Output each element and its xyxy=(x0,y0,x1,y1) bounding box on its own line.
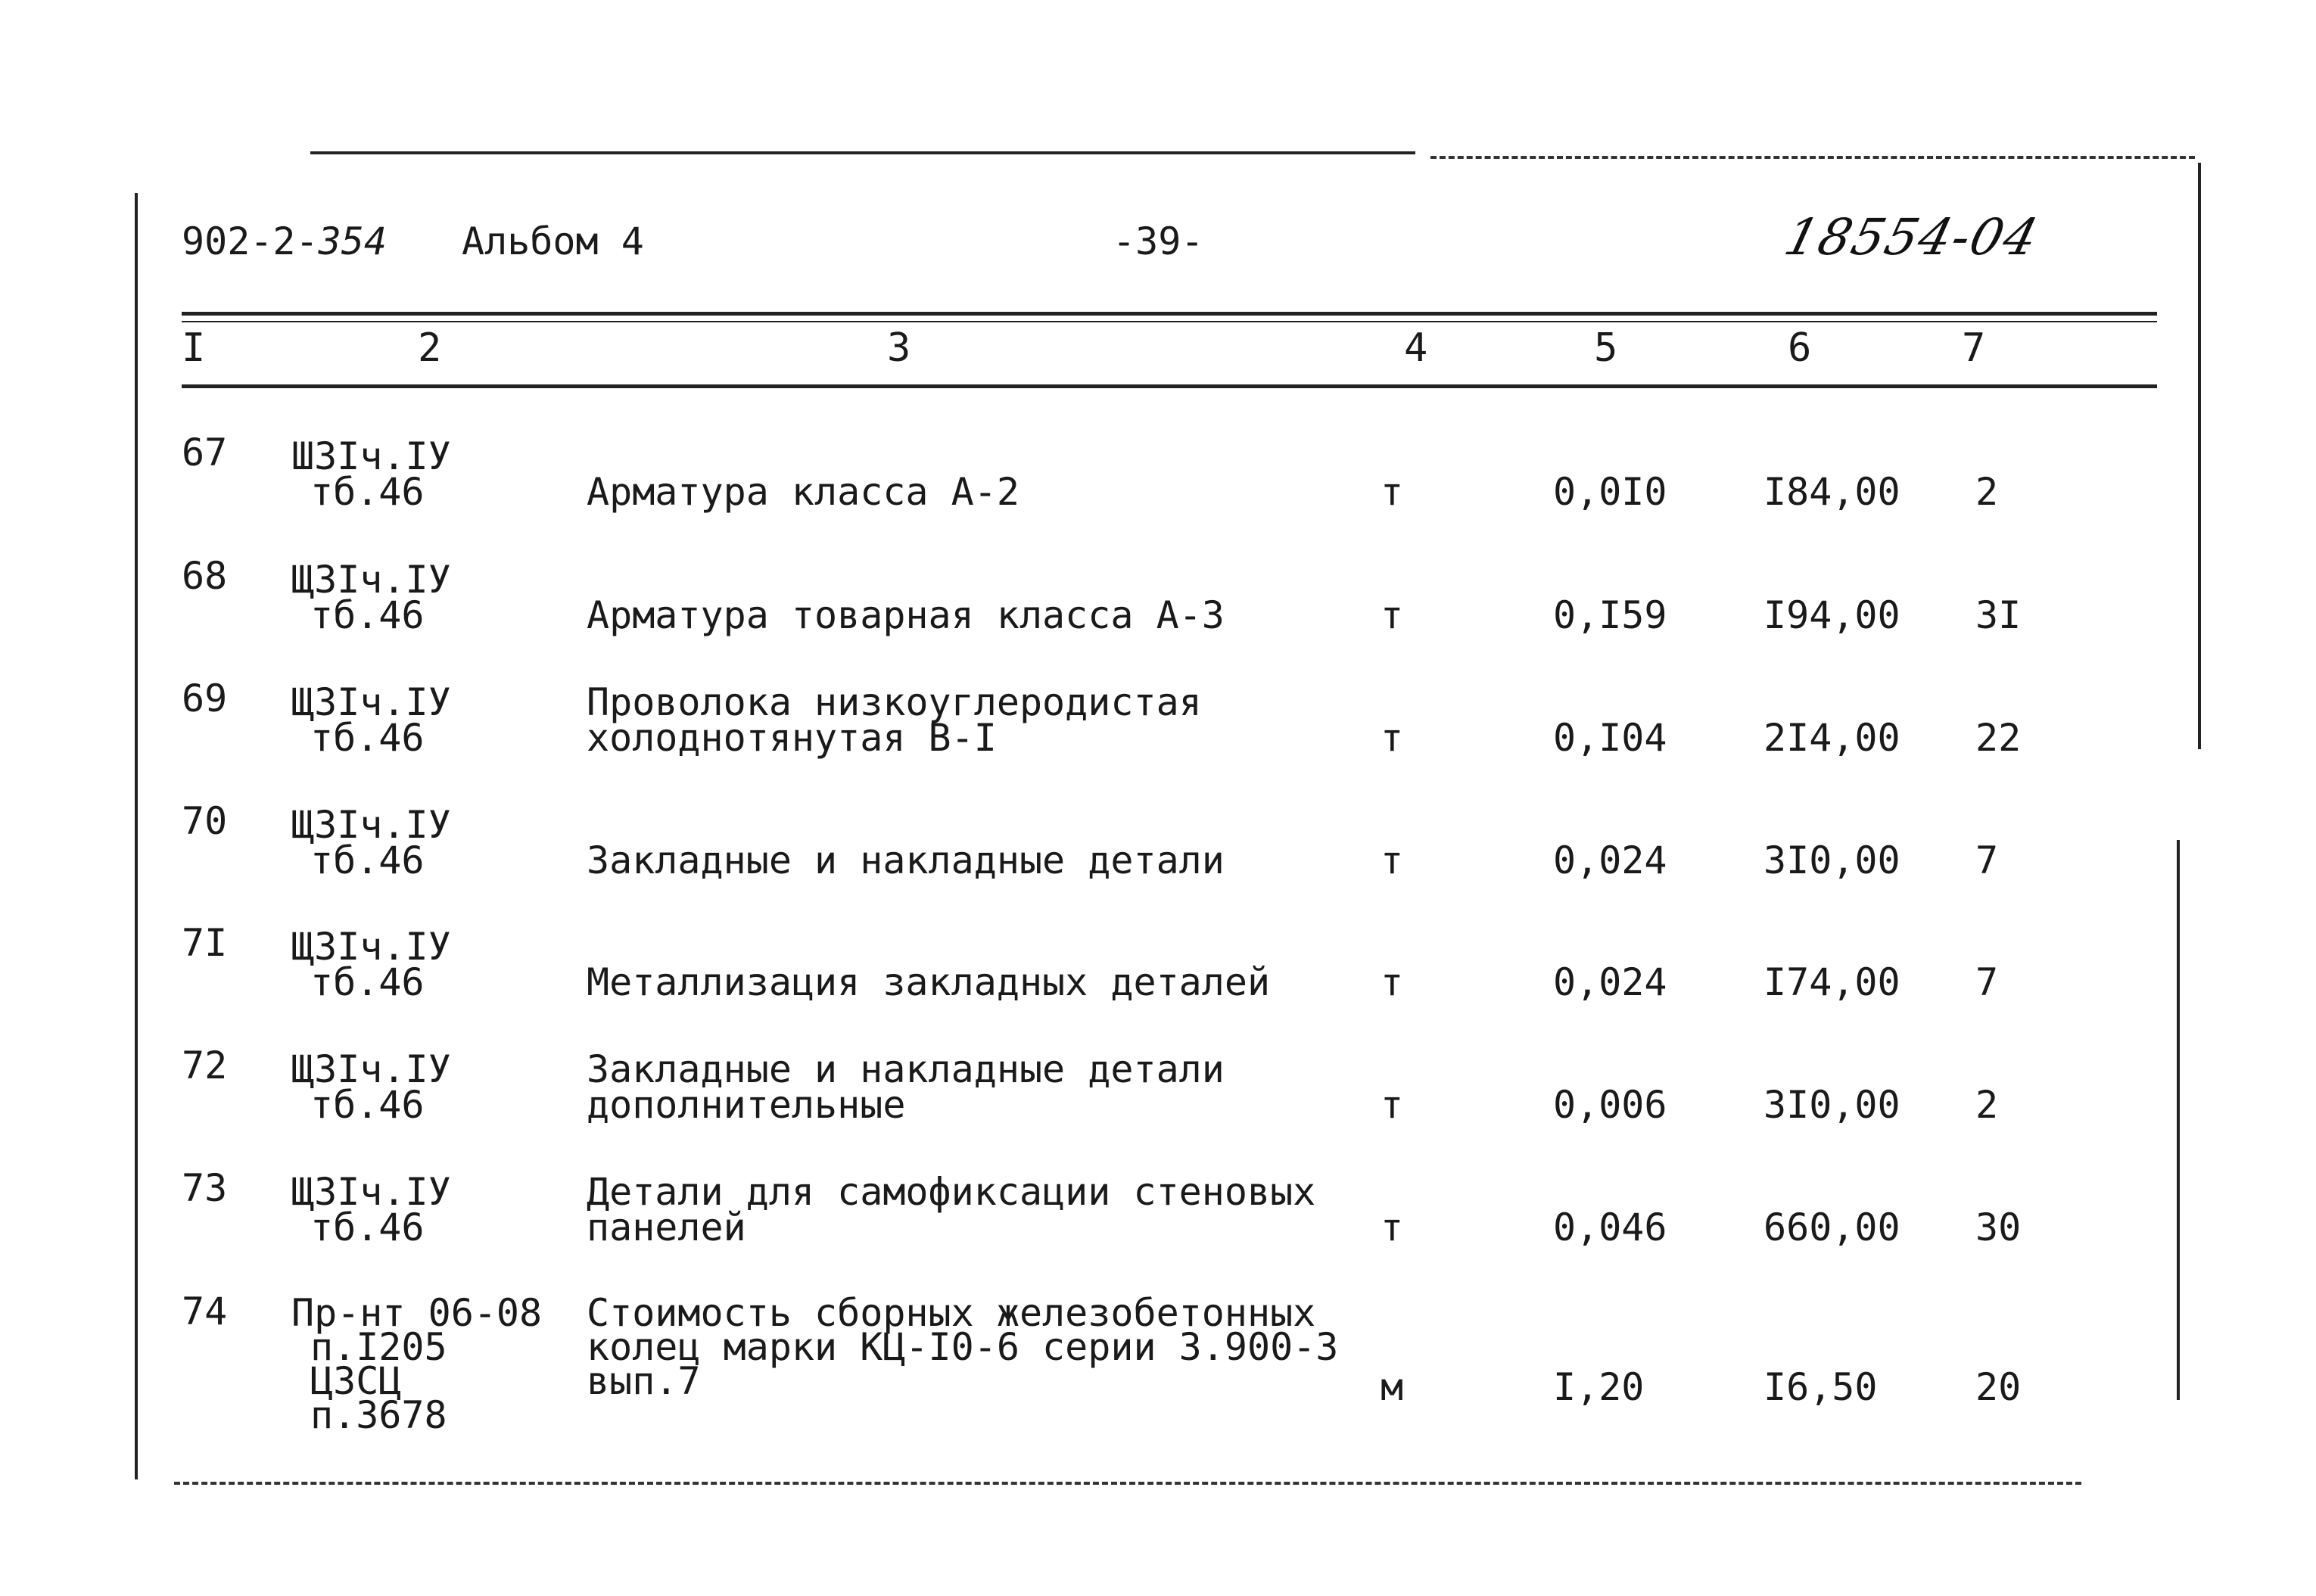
description-line: дополнительные xyxy=(587,1083,906,1127)
reference-line: тб.46 xyxy=(310,593,425,637)
quantity: 0,I04 xyxy=(1553,716,1667,760)
description-line: Арматура класса А-2 xyxy=(587,470,1019,514)
column-heading-2: 2 xyxy=(418,325,442,371)
column-heading-5: 5 xyxy=(1594,325,1618,371)
album-label: Альбом 4 xyxy=(462,219,644,263)
quantity: I,20 xyxy=(1553,1365,1645,1409)
unit: т xyxy=(1381,838,1404,882)
right-border-lower xyxy=(2177,840,2180,1400)
reference-line: ШЗIч.IУ xyxy=(291,434,451,478)
reference-line: п.I205 xyxy=(310,1325,447,1369)
description-line: Проволока низкоуглеродистая xyxy=(587,680,1202,724)
reference-line: тб.46 xyxy=(310,1083,425,1127)
unit: т xyxy=(1381,960,1404,1004)
row-number: 72 xyxy=(182,1044,228,1087)
total-cost: 3I xyxy=(1975,593,2022,637)
column-heading-1: I xyxy=(182,325,206,371)
description-line: Детали для самофиксации стеновых xyxy=(587,1170,1316,1214)
reference-line: Пр-нт 06-08 xyxy=(291,1291,543,1335)
reference-line: ЩЗIч.IУ xyxy=(291,1170,451,1214)
inventory-number: 18554-04 xyxy=(1779,208,2045,266)
unit-price: I84,00 xyxy=(1763,470,1900,514)
description-line: Металлизация закладных деталей xyxy=(587,960,1271,1004)
top-rule-dashed xyxy=(1430,156,2195,159)
reference-line: ЩЗIч.IУ xyxy=(291,1047,451,1091)
row-number: 74 xyxy=(182,1290,228,1333)
unit-price: I6,50 xyxy=(1763,1365,1878,1409)
quantity: 0,006 xyxy=(1553,1083,1667,1127)
description-line: холоднотянутая В-I xyxy=(587,716,997,760)
quantity: 0,I59 xyxy=(1553,593,1667,637)
description-line: Закладные и накладные детали xyxy=(587,1047,1225,1091)
reference-line: п.3678 xyxy=(310,1393,447,1437)
top-rule xyxy=(310,151,1415,154)
unit-price: 2I4,00 xyxy=(1763,716,1900,760)
header-rule-bottom xyxy=(182,384,2157,388)
total-cost: 30 xyxy=(1975,1206,2022,1249)
column-heading-7: 7 xyxy=(1962,325,1986,371)
unit: м xyxy=(1381,1365,1404,1409)
total-cost: 7 xyxy=(1975,960,1999,1004)
reference-line: тб.46 xyxy=(310,838,425,882)
description-line: Стоимость сборных железобетонных xyxy=(587,1291,1316,1335)
document-code-printed: 902-2- xyxy=(182,219,319,263)
row-number: 68 xyxy=(182,554,228,598)
quantity: 0,024 xyxy=(1553,838,1667,882)
unit: т xyxy=(1381,593,1404,637)
unit: т xyxy=(1381,716,1404,760)
row-number: 73 xyxy=(182,1166,228,1210)
column-heading-4: 4 xyxy=(1404,325,1428,371)
description-line: Закладные и накладные детали xyxy=(587,838,1225,882)
total-cost: 2 xyxy=(1975,470,1999,514)
header-rule-top-2 xyxy=(182,321,2157,322)
total-cost: 7 xyxy=(1975,838,1999,882)
reference-line: тб.46 xyxy=(310,1206,425,1249)
reference-line: ЦЗСЦ xyxy=(310,1359,402,1403)
unit-price: 3I0,00 xyxy=(1763,1083,1900,1127)
row-number: 67 xyxy=(182,431,228,474)
unit: т xyxy=(1381,470,1404,514)
total-cost: 20 xyxy=(1975,1365,2022,1409)
document-code xyxy=(182,219,387,263)
right-border xyxy=(2198,163,2201,749)
column-heading-6: 6 xyxy=(1788,325,1812,371)
header-rule-top xyxy=(182,312,2157,316)
quantity: 0,046 xyxy=(1553,1206,1667,1249)
left-border xyxy=(135,193,138,1479)
total-cost: 2 xyxy=(1975,1083,1999,1127)
unit: т xyxy=(1381,1083,1404,1127)
row-number: 69 xyxy=(182,677,228,720)
column-heading-3: 3 xyxy=(887,325,911,371)
reference-line: ЩЗIч.IУ xyxy=(291,558,451,602)
document-code-handwritten: 354 xyxy=(318,219,387,263)
unit-price: 660,00 xyxy=(1763,1206,1900,1249)
unit: т xyxy=(1381,1206,1404,1249)
row-number: 7I xyxy=(182,921,228,965)
reference-line: ЩЗIч.IУ xyxy=(291,680,451,724)
unit-price: I94,00 xyxy=(1763,593,1900,637)
reference-line: тб.46 xyxy=(310,960,425,1004)
reference-line: ЩЗIч.IУ xyxy=(291,803,451,847)
reference-line: тб.46 xyxy=(310,470,425,514)
description-line: Арматура товарная класса А-3 xyxy=(587,593,1225,637)
unit-price: I74,00 xyxy=(1763,960,1900,1004)
quantity: 0,0I0 xyxy=(1553,470,1667,514)
description-line: колец марки КЦ-I0-6 серии 3.900-3 xyxy=(587,1325,1339,1369)
page-number: -39- xyxy=(1113,219,1204,263)
total-cost: 22 xyxy=(1975,716,2022,760)
reference-line: тб.46 xyxy=(310,716,425,760)
bottom-rule-dashed xyxy=(174,1482,2081,1485)
quantity: 0,024 xyxy=(1553,960,1667,1004)
description-line: вып.7 xyxy=(587,1359,701,1403)
unit-price: 3I0,00 xyxy=(1763,838,1900,882)
description-line: панелей xyxy=(587,1206,746,1249)
row-number: 70 xyxy=(182,799,228,843)
reference-line: ЩЗIч.IУ xyxy=(291,925,451,969)
